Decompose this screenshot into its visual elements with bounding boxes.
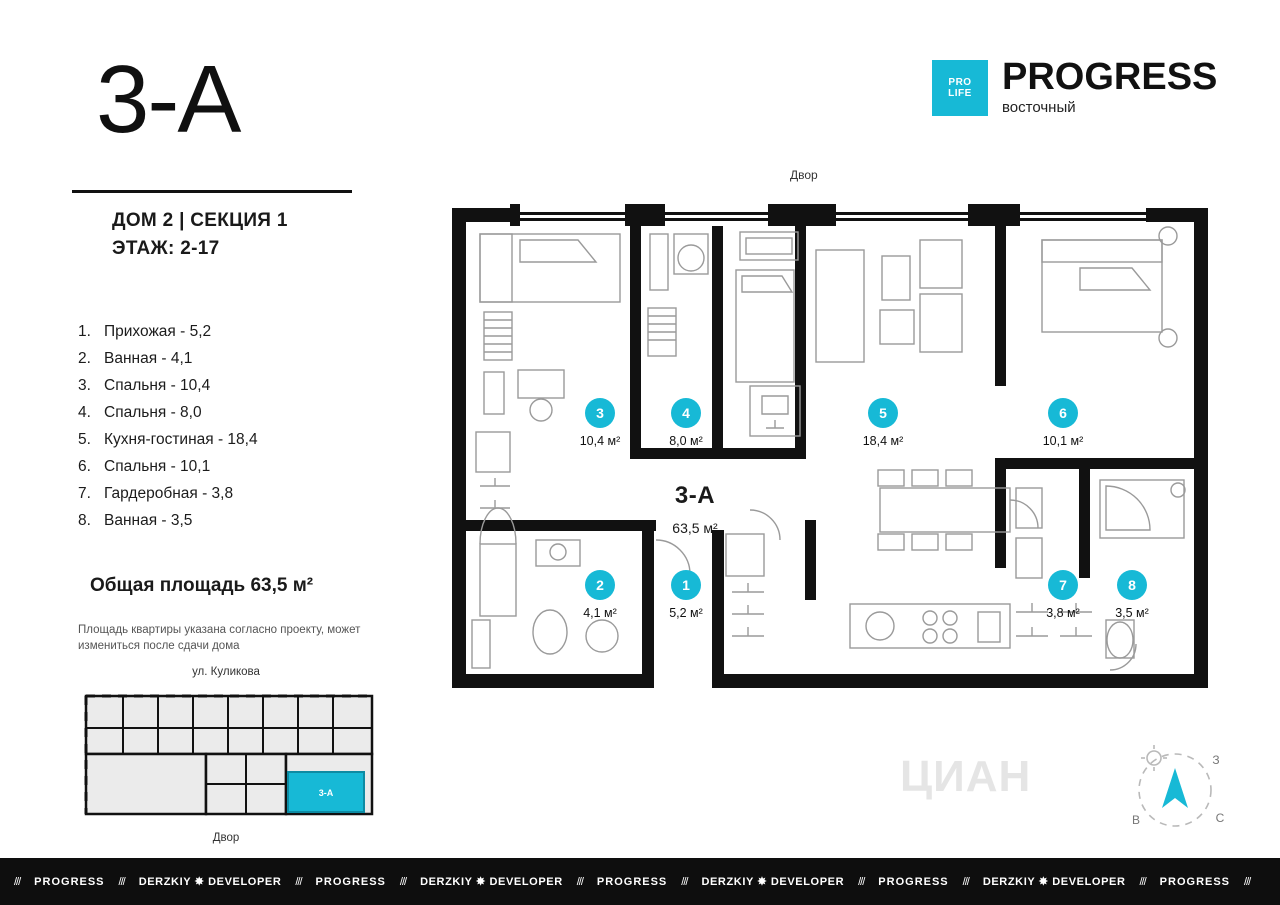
footer-partner: DERZKIY ✸ DEVELOPER: [420, 876, 563, 888]
footer-separator: ///: [1244, 875, 1251, 888]
footer-partner: DERZKIY ✸ DEVELOPER: [138, 876, 282, 888]
plan-center-area: 63,5 м²: [672, 520, 718, 536]
footer-separator: ///: [858, 875, 865, 888]
list-item-label: Кухня-гостиная - 18,4: [104, 431, 258, 448]
list-item-label: Прихожая - 5,2: [104, 323, 212, 340]
footer-brand: PROGRESS: [1159, 875, 1231, 888]
footer-partner: DERZKIY ✸ DEVELOPER: [982, 876, 1126, 888]
footer-separator: ///: [681, 875, 688, 888]
room-area-7: 3,8 м²: [1046, 606, 1080, 620]
room-badge-1[interactable]: 1: [671, 570, 701, 600]
footer-separator: ///: [576, 875, 583, 888]
keyplan-yard-label: Двор: [212, 832, 240, 844]
house-section-label: ДОМ 2 | СЕКЦИЯ 1: [112, 210, 288, 231]
room-list: [78, 318, 398, 534]
logo-mark-line1: PRO: [948, 77, 972, 88]
keyplan-street-label: ул. Куликова: [192, 666, 260, 678]
logo-mark-line2: LIFE: [948, 88, 972, 99]
area-disclaimer: Площадь квартиры указана согласно проекту, может измениться после сдачи дома: [78, 624, 361, 652]
footer-separator: ///: [14, 875, 21, 888]
room-badge-4[interactable]: 4: [671, 398, 701, 428]
list-item: [78, 507, 398, 534]
room-badge-3[interactable]: 3: [585, 398, 615, 428]
room-badge-6[interactable]: 6: [1048, 398, 1078, 428]
list-item-number: 7.: [78, 485, 91, 502]
list-item-label: Гардеробная - 3,8: [104, 485, 234, 502]
list-item-number: 6.: [78, 458, 91, 475]
list-item: [78, 345, 398, 372]
list-item: [78, 372, 398, 399]
list-item-label: Спальня - 8,0: [104, 404, 202, 421]
total-area-label: Общая площадь 63,5 м²: [90, 575, 314, 596]
prolife-mark-icon: [932, 60, 988, 116]
plan-center-code: 3-А: [674, 482, 716, 509]
keyplan-highlight-label: 3-А: [318, 788, 334, 798]
footer-brand: PROGRESS: [34, 875, 105, 888]
list-item-number: 4.: [78, 404, 91, 421]
list-item-number: 5.: [78, 431, 91, 448]
room-area-4: 8,0 м²: [669, 434, 703, 448]
page-title: 3-А: [96, 46, 240, 153]
title-divider: [72, 190, 352, 193]
room-badge-7[interactable]: 7: [1048, 570, 1078, 600]
room-area-5: 18,4 м²: [862, 434, 904, 448]
footer-partner: DERZKIY ✸ DEVELOPER: [701, 876, 845, 888]
room-area-8: 3,5 м²: [1115, 606, 1149, 620]
floor-range-label: ЭТАЖ: 2-17: [112, 238, 220, 259]
brand-logo: [932, 56, 1218, 116]
footer-separator: ///: [1139, 875, 1146, 888]
footer-brand: PROGRESS: [596, 875, 668, 888]
room-badge-5[interactable]: 5: [868, 398, 898, 428]
room-area-6: 10,1 м²: [1042, 434, 1084, 448]
floorplan-drawing: [450, 200, 1210, 710]
list-item-label: Ванная - 4,1: [104, 350, 193, 367]
list-item: [78, 453, 398, 480]
list-item: [78, 426, 398, 453]
list-item-number: 2.: [78, 350, 91, 367]
room-area-1: 5,2 м²: [669, 606, 703, 620]
list-item-number: 1.: [78, 323, 91, 340]
list-item: [78, 318, 398, 345]
keyplan-diagram: [78, 688, 374, 826]
logo-subtitle: восточный: [1002, 99, 1076, 116]
compass-east: З: [1212, 753, 1220, 767]
footer-separator: ///: [295, 875, 302, 888]
list-item-label: Ванная - 3,5: [104, 512, 193, 529]
list-item-label: Спальня - 10,1: [104, 458, 211, 475]
list-item-number: 8.: [78, 512, 91, 529]
compass-icon: [1120, 740, 1230, 840]
logo-title: PROGRESS: [1002, 56, 1218, 98]
footer-ribbon: [0, 858, 1280, 905]
room-badge-8[interactable]: 8: [1117, 570, 1147, 600]
footer-brand: PROGRESS: [878, 875, 949, 888]
compass-west: В: [1131, 813, 1141, 827]
footer-separator: ///: [118, 875, 125, 888]
footer-separator: ///: [962, 875, 969, 888]
list-item-number: 3.: [78, 377, 91, 394]
room-area-2: 4,1 м²: [583, 606, 617, 620]
footer-brand: PROGRESS: [315, 875, 386, 888]
footer-separator: ///: [399, 875, 407, 888]
room-badge-2[interactable]: 2: [585, 570, 615, 600]
list-item: [78, 399, 398, 426]
list-item-label: Спальня - 10,4: [104, 377, 211, 394]
watermark: ЦИАН: [900, 752, 1032, 801]
floorplan-yard-label: Двор: [790, 168, 818, 182]
room-area-3: 10,4 м²: [579, 434, 621, 448]
compass-south: С: [1215, 811, 1225, 825]
list-item: [78, 480, 398, 507]
